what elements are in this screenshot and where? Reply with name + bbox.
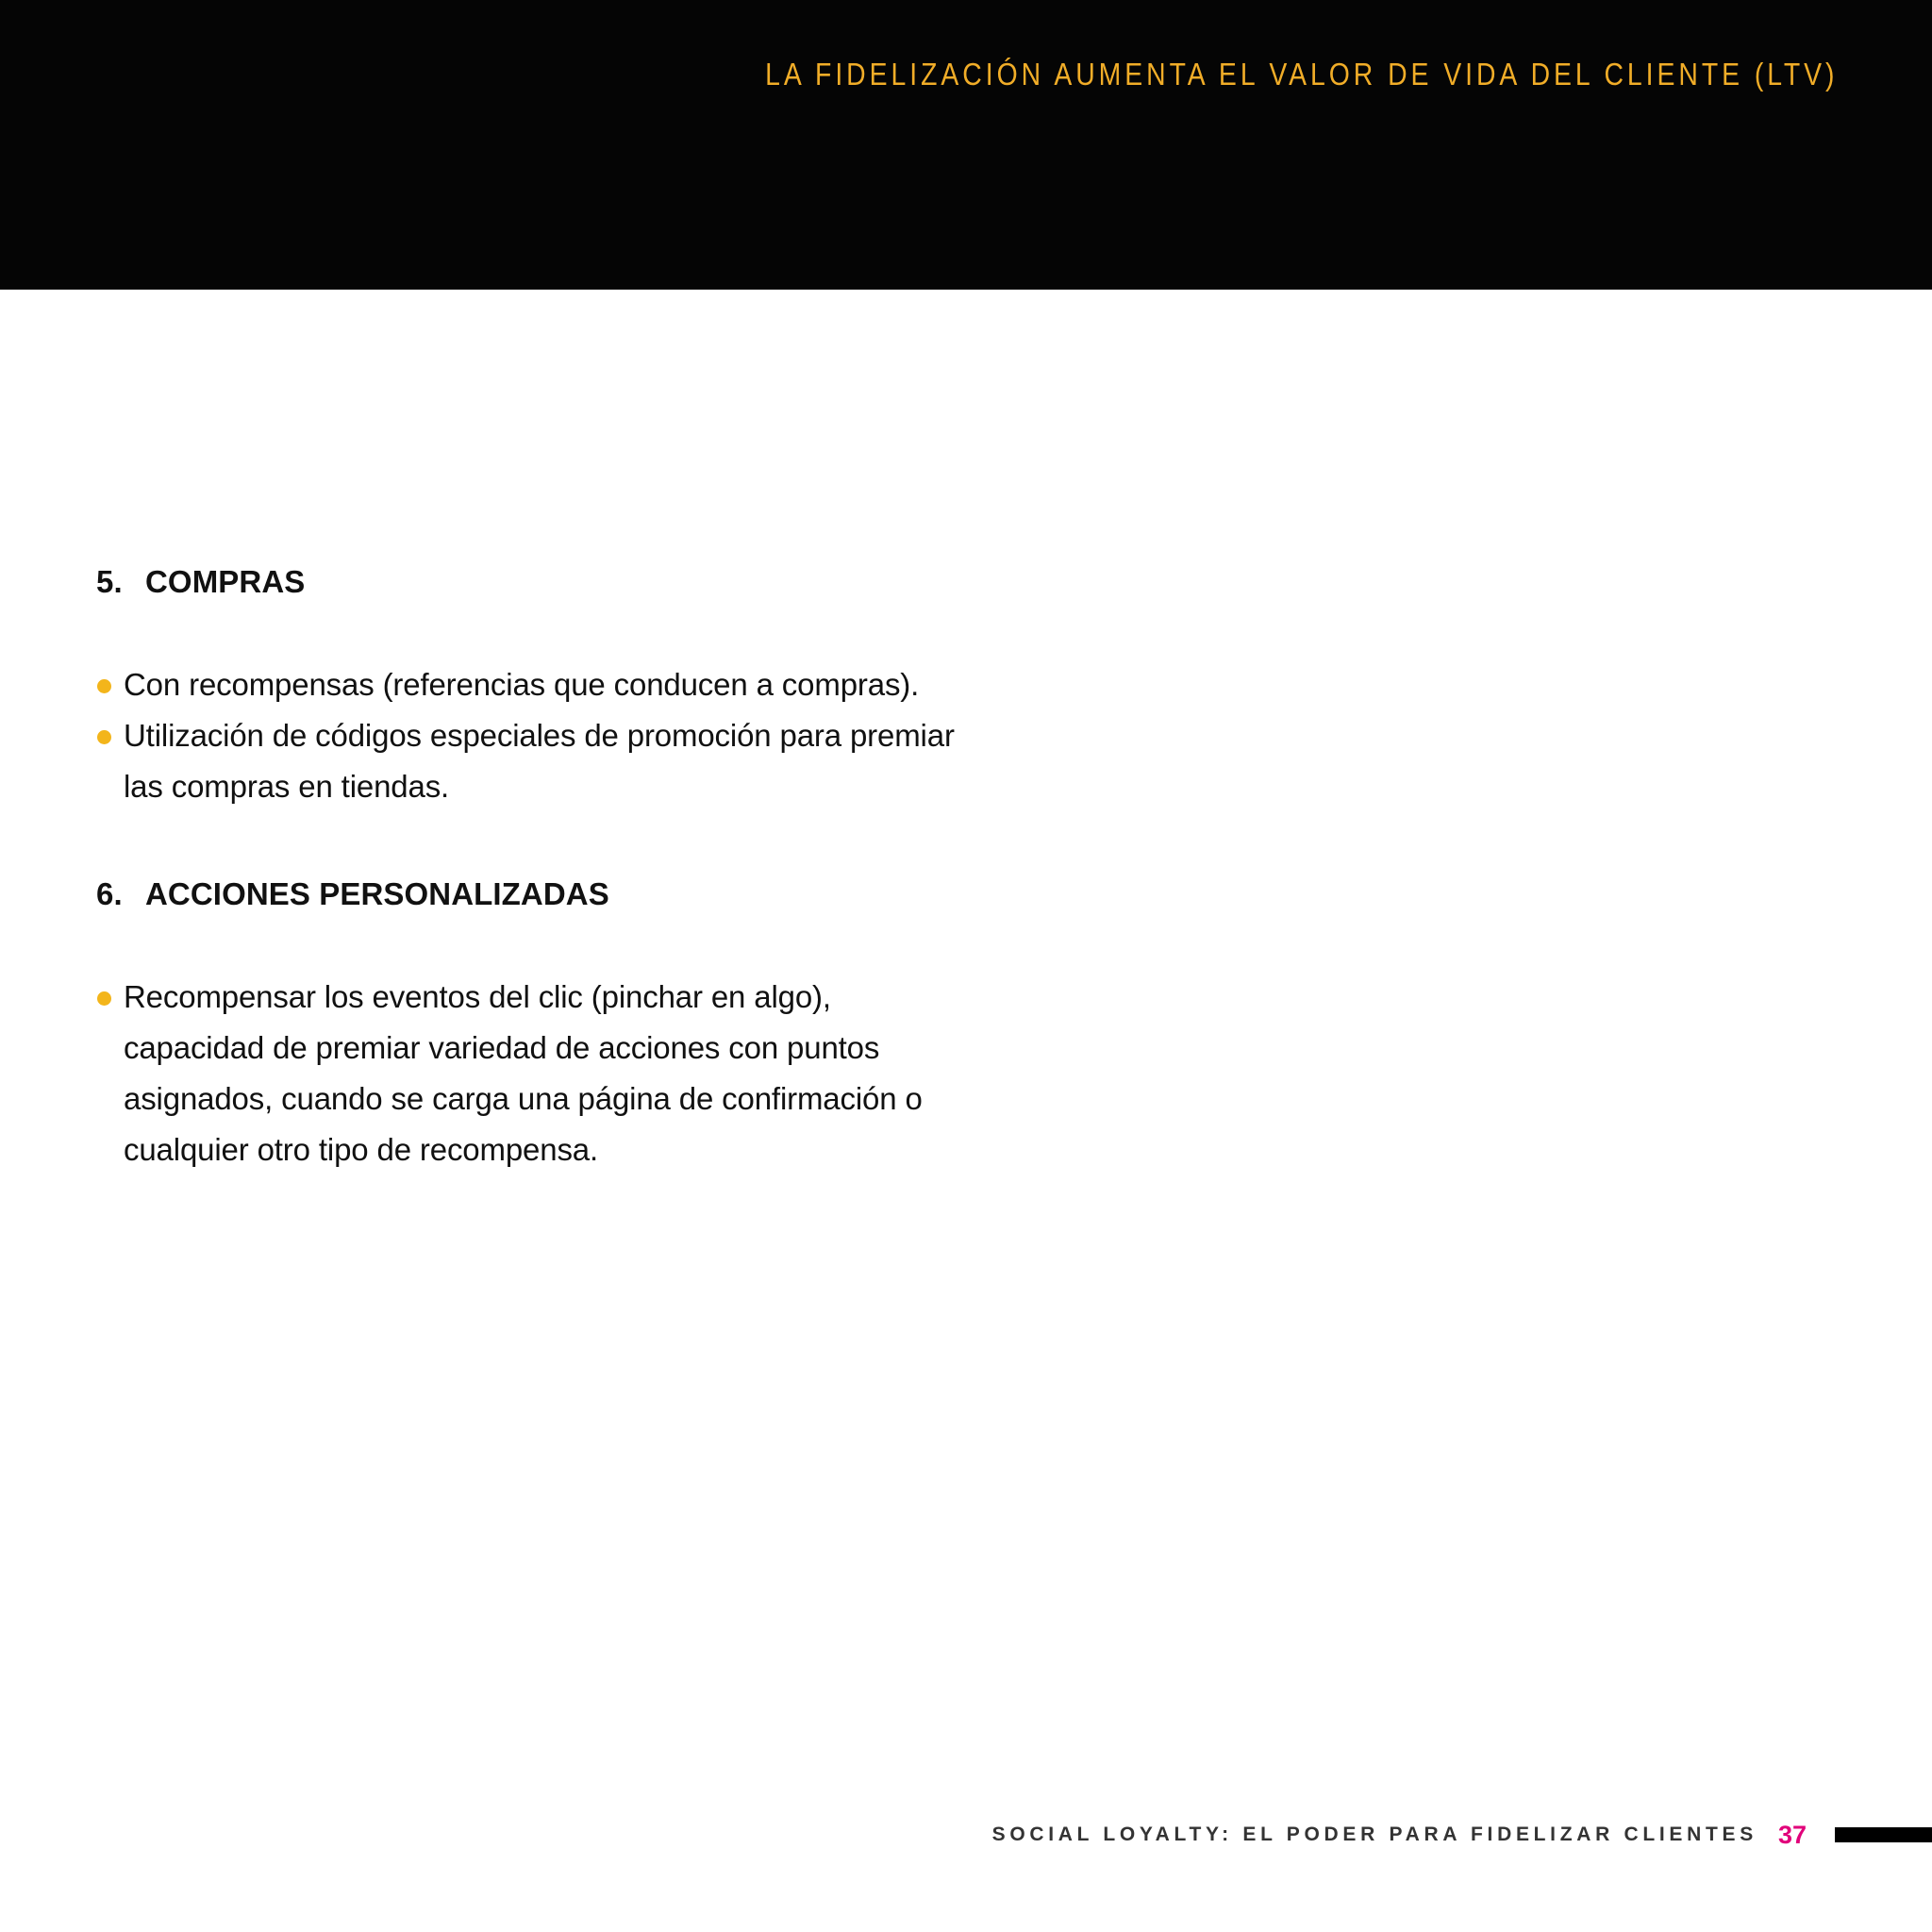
list-item (96, 659, 974, 710)
bullet-list-acciones-personalizadas (96, 972, 974, 1175)
bullet-dot-icon (97, 991, 111, 1006)
section-number: 6. (96, 876, 123, 911)
bullet-text: Utilización de códigos especiales de promoción para premiar las compras en tiendas. (124, 718, 955, 804)
header-band (0, 0, 1932, 290)
running-header-title: LA FIDELIZACIÓN AUMENTA EL VALOR DE VIDA DEL CLIENTE (LTV) (764, 57, 1838, 92)
section-heading-compras (96, 566, 974, 597)
bullet-text: Con recompensas (referencias que conducen a compras). (124, 667, 920, 702)
bullet-dot-icon (97, 730, 111, 744)
list-item (96, 710, 974, 812)
main-content (96, 566, 974, 1175)
bullet-list-compras (96, 659, 974, 812)
section-title: COMPRAS (145, 564, 306, 599)
bullet-text: Recompensar los eventos del clic (pinchar en algo), capacidad de premiar variedad de acciones con puntos asignados, cuando se carga una página de confirmación o cualquier otro tipo de recompensa. (124, 979, 923, 1167)
page-footer (992, 1820, 1932, 1850)
bullet-dot-icon (97, 679, 111, 693)
page-number: 37 (1777, 1820, 1807, 1849)
section-number: 5. (96, 564, 123, 599)
list-item (96, 972, 974, 1175)
section-heading-acciones-personalizadas (96, 878, 974, 909)
section-title: ACCIONES PERSONALIZADAS (145, 876, 609, 911)
footer-bar-decoration (1835, 1827, 1932, 1842)
footer-publication-title: SOCIAL LOYALTY: EL PODER PARA FIDELIZAR CLIENTES (991, 1824, 1757, 1845)
